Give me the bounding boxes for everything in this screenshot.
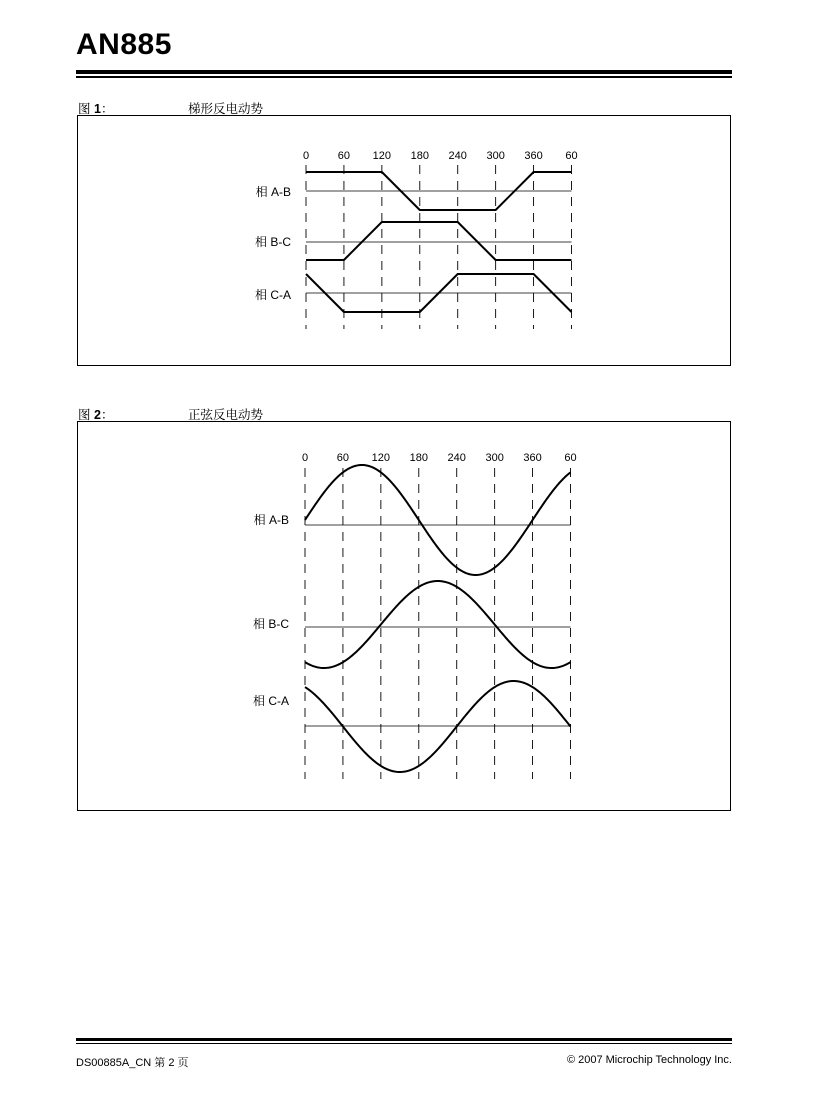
series-line [305,681,571,772]
footer-rule-top [76,1038,732,1041]
figure-1-title: 梯形反电动势 [188,102,264,116]
figure-2-title: 正弦反电动势 [188,408,264,422]
figure-label-number: 1 [94,102,101,116]
x-tick-label: 360 [524,150,543,162]
x-tick-label: 0 [302,150,310,162]
header-rule-top [76,70,732,74]
x-tick-label: 60 [336,452,350,464]
footer-copyright: © 2007 Microchip Technology Inc. [566,1054,732,1066]
series-label: 相 A-B [255,185,291,199]
header-rule-bottom [76,76,732,78]
figure-label-prefix: 图 [78,408,91,422]
figure-label-suffix: ： [100,408,114,422]
x-tick-label: 180 [409,452,428,464]
x-tick-label: 60 [565,150,578,162]
figure-2-frame [77,421,731,811]
x-tick-label: 180 [410,150,429,162]
figure-1-chart [78,116,732,367]
series-line [305,581,571,668]
x-tick-label: 60 [564,452,577,464]
series-label: 相 B-C [252,617,289,631]
x-tick-label: 300 [485,452,504,464]
x-tick-label: 240 [448,150,467,162]
figure-label-number: 2 [94,408,101,422]
figure-1-frame [77,115,731,366]
x-tick-label: 120 [371,452,391,464]
figure-label-suffix: ： [100,102,114,116]
series-line [306,222,572,260]
document-id: AN885 [76,28,172,61]
x-tick-label: 60 [337,150,351,162]
x-tick-label: 120 [372,150,392,162]
series-label: 相 A-B [253,513,289,527]
figure-label-prefix: 图 [78,102,91,116]
x-tick-label: 360 [523,452,542,464]
figure-2-chart [78,422,732,812]
series-label: 相 B-C [254,235,291,249]
series-label: 相 C-A [254,288,291,302]
x-tick-label: 240 [447,452,466,464]
x-tick-label: 0 [301,452,309,464]
footer-rule-bottom [76,1043,732,1044]
footer-doc-page: DS00885A_CN 第 2 页 [76,1057,189,1069]
series-label: 相 C-A [252,694,289,708]
series-line [305,465,571,575]
x-tick-label: 300 [486,150,505,162]
